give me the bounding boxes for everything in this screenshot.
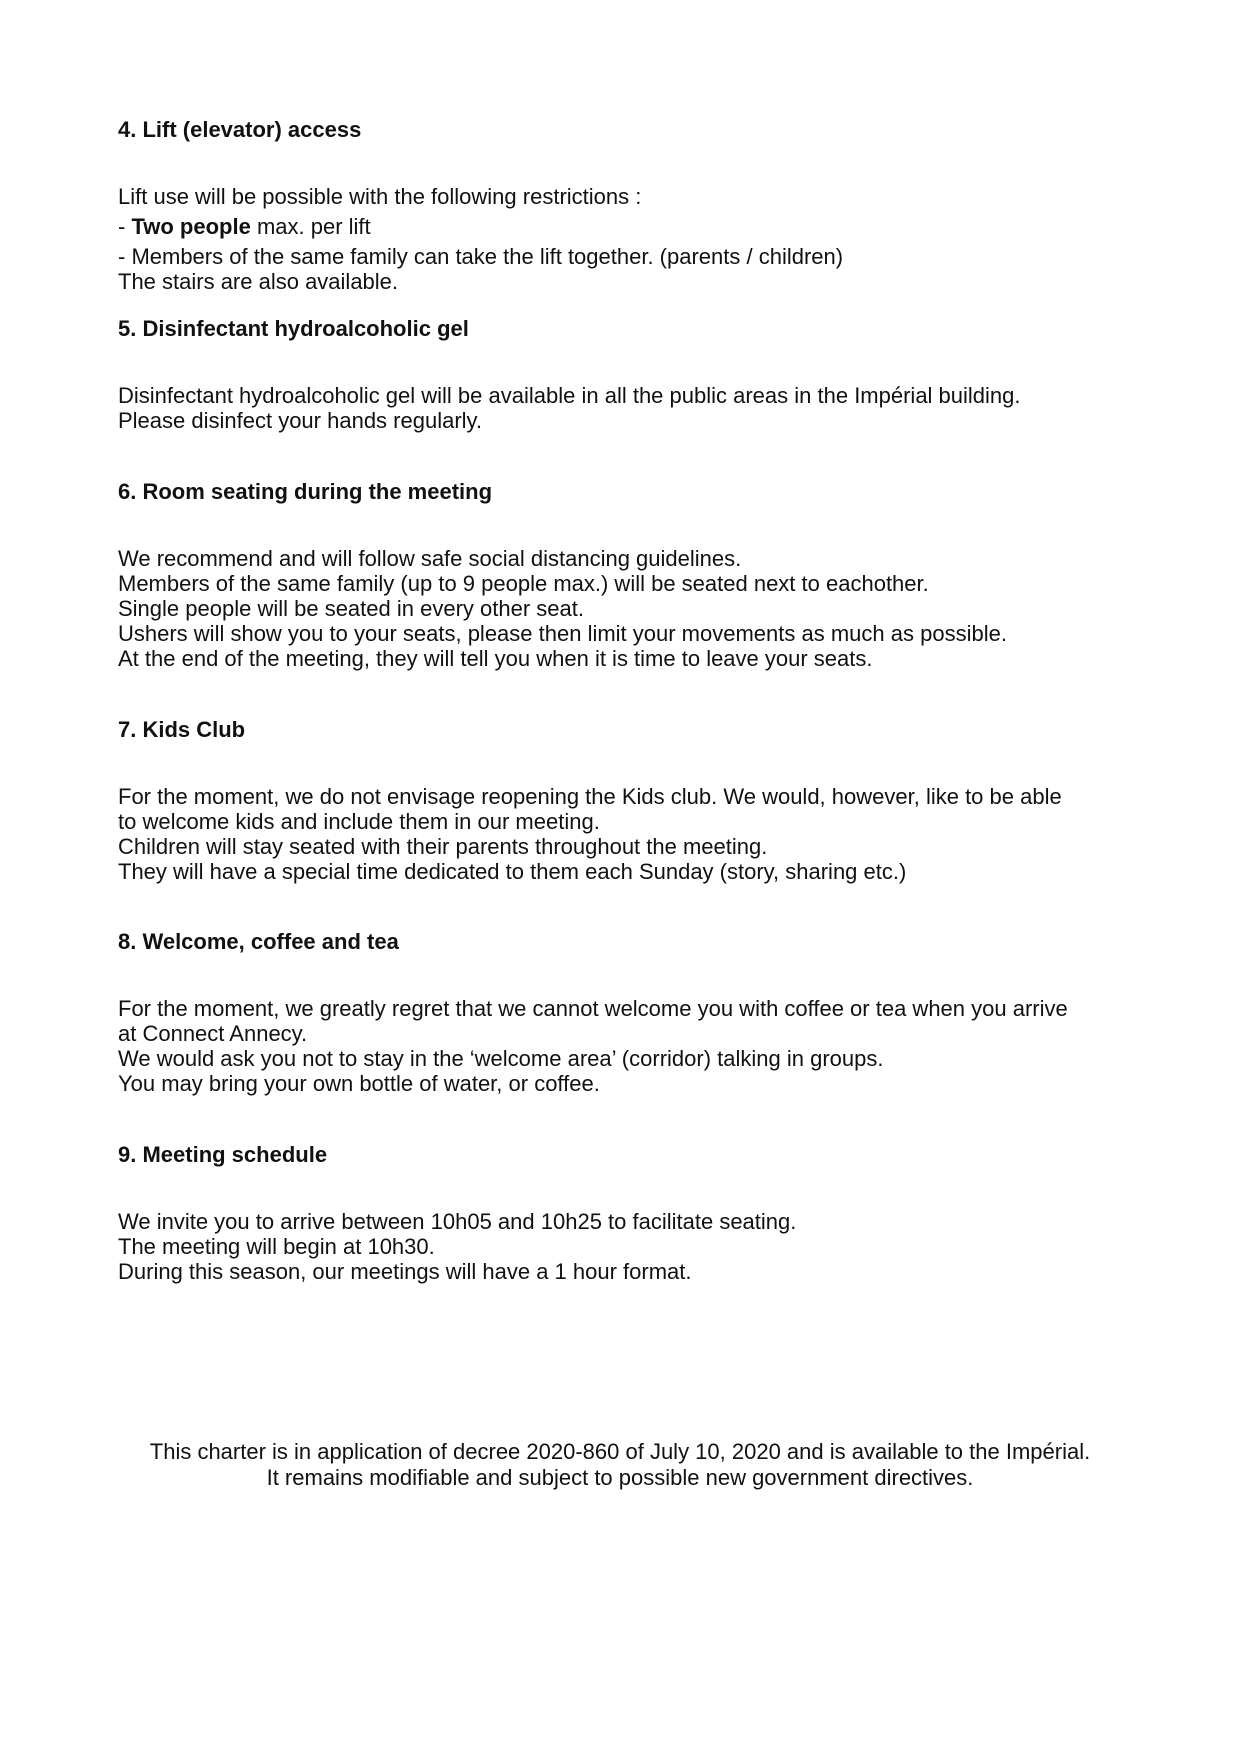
body-line: You may bring your own bottle of water, or coffee. [118,1071,600,1096]
body-line: Children will stay seated with their parents throughout the meeting. [118,834,768,859]
body-line: For the moment, we do not envisage reopening the Kids club. We would, however, like to be able [118,784,1062,809]
list-bullet: - [118,214,132,239]
body-line: We invite you to arrive between 10h05 and 10h25 to facilitate seating. [118,1209,797,1234]
section-lift-access [118,116,1128,294]
section-room-seating [118,478,1128,671]
body-line: Lift use will be possible with the following restrictions : [118,184,642,209]
section-body [118,996,1128,1096]
body-line: We would ask you not to stay in the ‘welcome area’ (corridor) talking in groups. [118,1046,884,1071]
list-item-text: max. per lift [250,214,371,239]
body-line: The stairs are also available. [118,269,399,294]
body-line: They will have a special time dedicated to them each Sunday (story, sharing etc.) [118,859,907,884]
body-line: Disinfectant hydroalcoholic gel will be available in all the public areas in the Impérial building. [118,383,1021,408]
list-item: - Members of the same family can take the lift together. (parents / children) [118,244,844,269]
body-line: Please disinfect your hands regularly. [118,408,483,433]
section-heading: 5. Disinfectant hydroalcoholic gel [118,316,469,341]
section-body [118,1209,1128,1284]
charter-footer [60,1439,1180,1491]
footer-line: It remains modifiable and subject to possible new government directives. [266,1465,974,1490]
section-welcome-coffee-tea [118,928,1128,1096]
section-heading: 7. Kids Club [118,717,246,742]
section-kids-club [118,716,1128,884]
section-body [118,546,1128,671]
list-item [118,214,1128,239]
body-line: Single people will be seated in every other seat. [118,596,584,621]
body-line: During this season, our meetings will have a 1 hour format. [118,1259,692,1284]
document-content [118,116,1128,1284]
body-line: The meeting will begin at 10h30. [118,1234,435,1259]
bold-text: Two people [131,214,251,239]
footer-line: This charter is in application of decree 2020-860 of July 10, 2020 and is available to the Impérial. [149,1439,1091,1464]
body-line: Ushers will show you to your seats, please then limit your movements as much as possible. [118,621,1007,646]
section-body [118,383,1128,433]
section-heading: 9. Meeting schedule [118,1142,328,1167]
body-line: For the moment, we greatly regret that we cannot welcome you with coffee or tea when you arrive [118,996,1068,1021]
section-heading: 8. Welcome, coffee and tea [118,929,399,954]
body-line: at Connect Annecy. [118,1021,308,1046]
section-disinfectant-gel [118,315,1128,433]
body-line: We recommend and will follow safe social distancing guidelines. [118,546,742,571]
body-line: to welcome kids and include them in our meeting. [118,809,600,834]
section-body [118,784,1128,884]
section-meeting-schedule [118,1141,1128,1284]
body-line: Members of the same family (up to 9 people max.) will be seated next to eachother. [118,571,929,596]
section-heading: 6. Room seating during the meeting [118,479,493,504]
body-line: At the end of the meeting, they will tell you when it is time to leave your seats. [118,646,873,671]
section-heading: 4. Lift (elevator) access [118,117,362,142]
section-body [118,184,1128,294]
